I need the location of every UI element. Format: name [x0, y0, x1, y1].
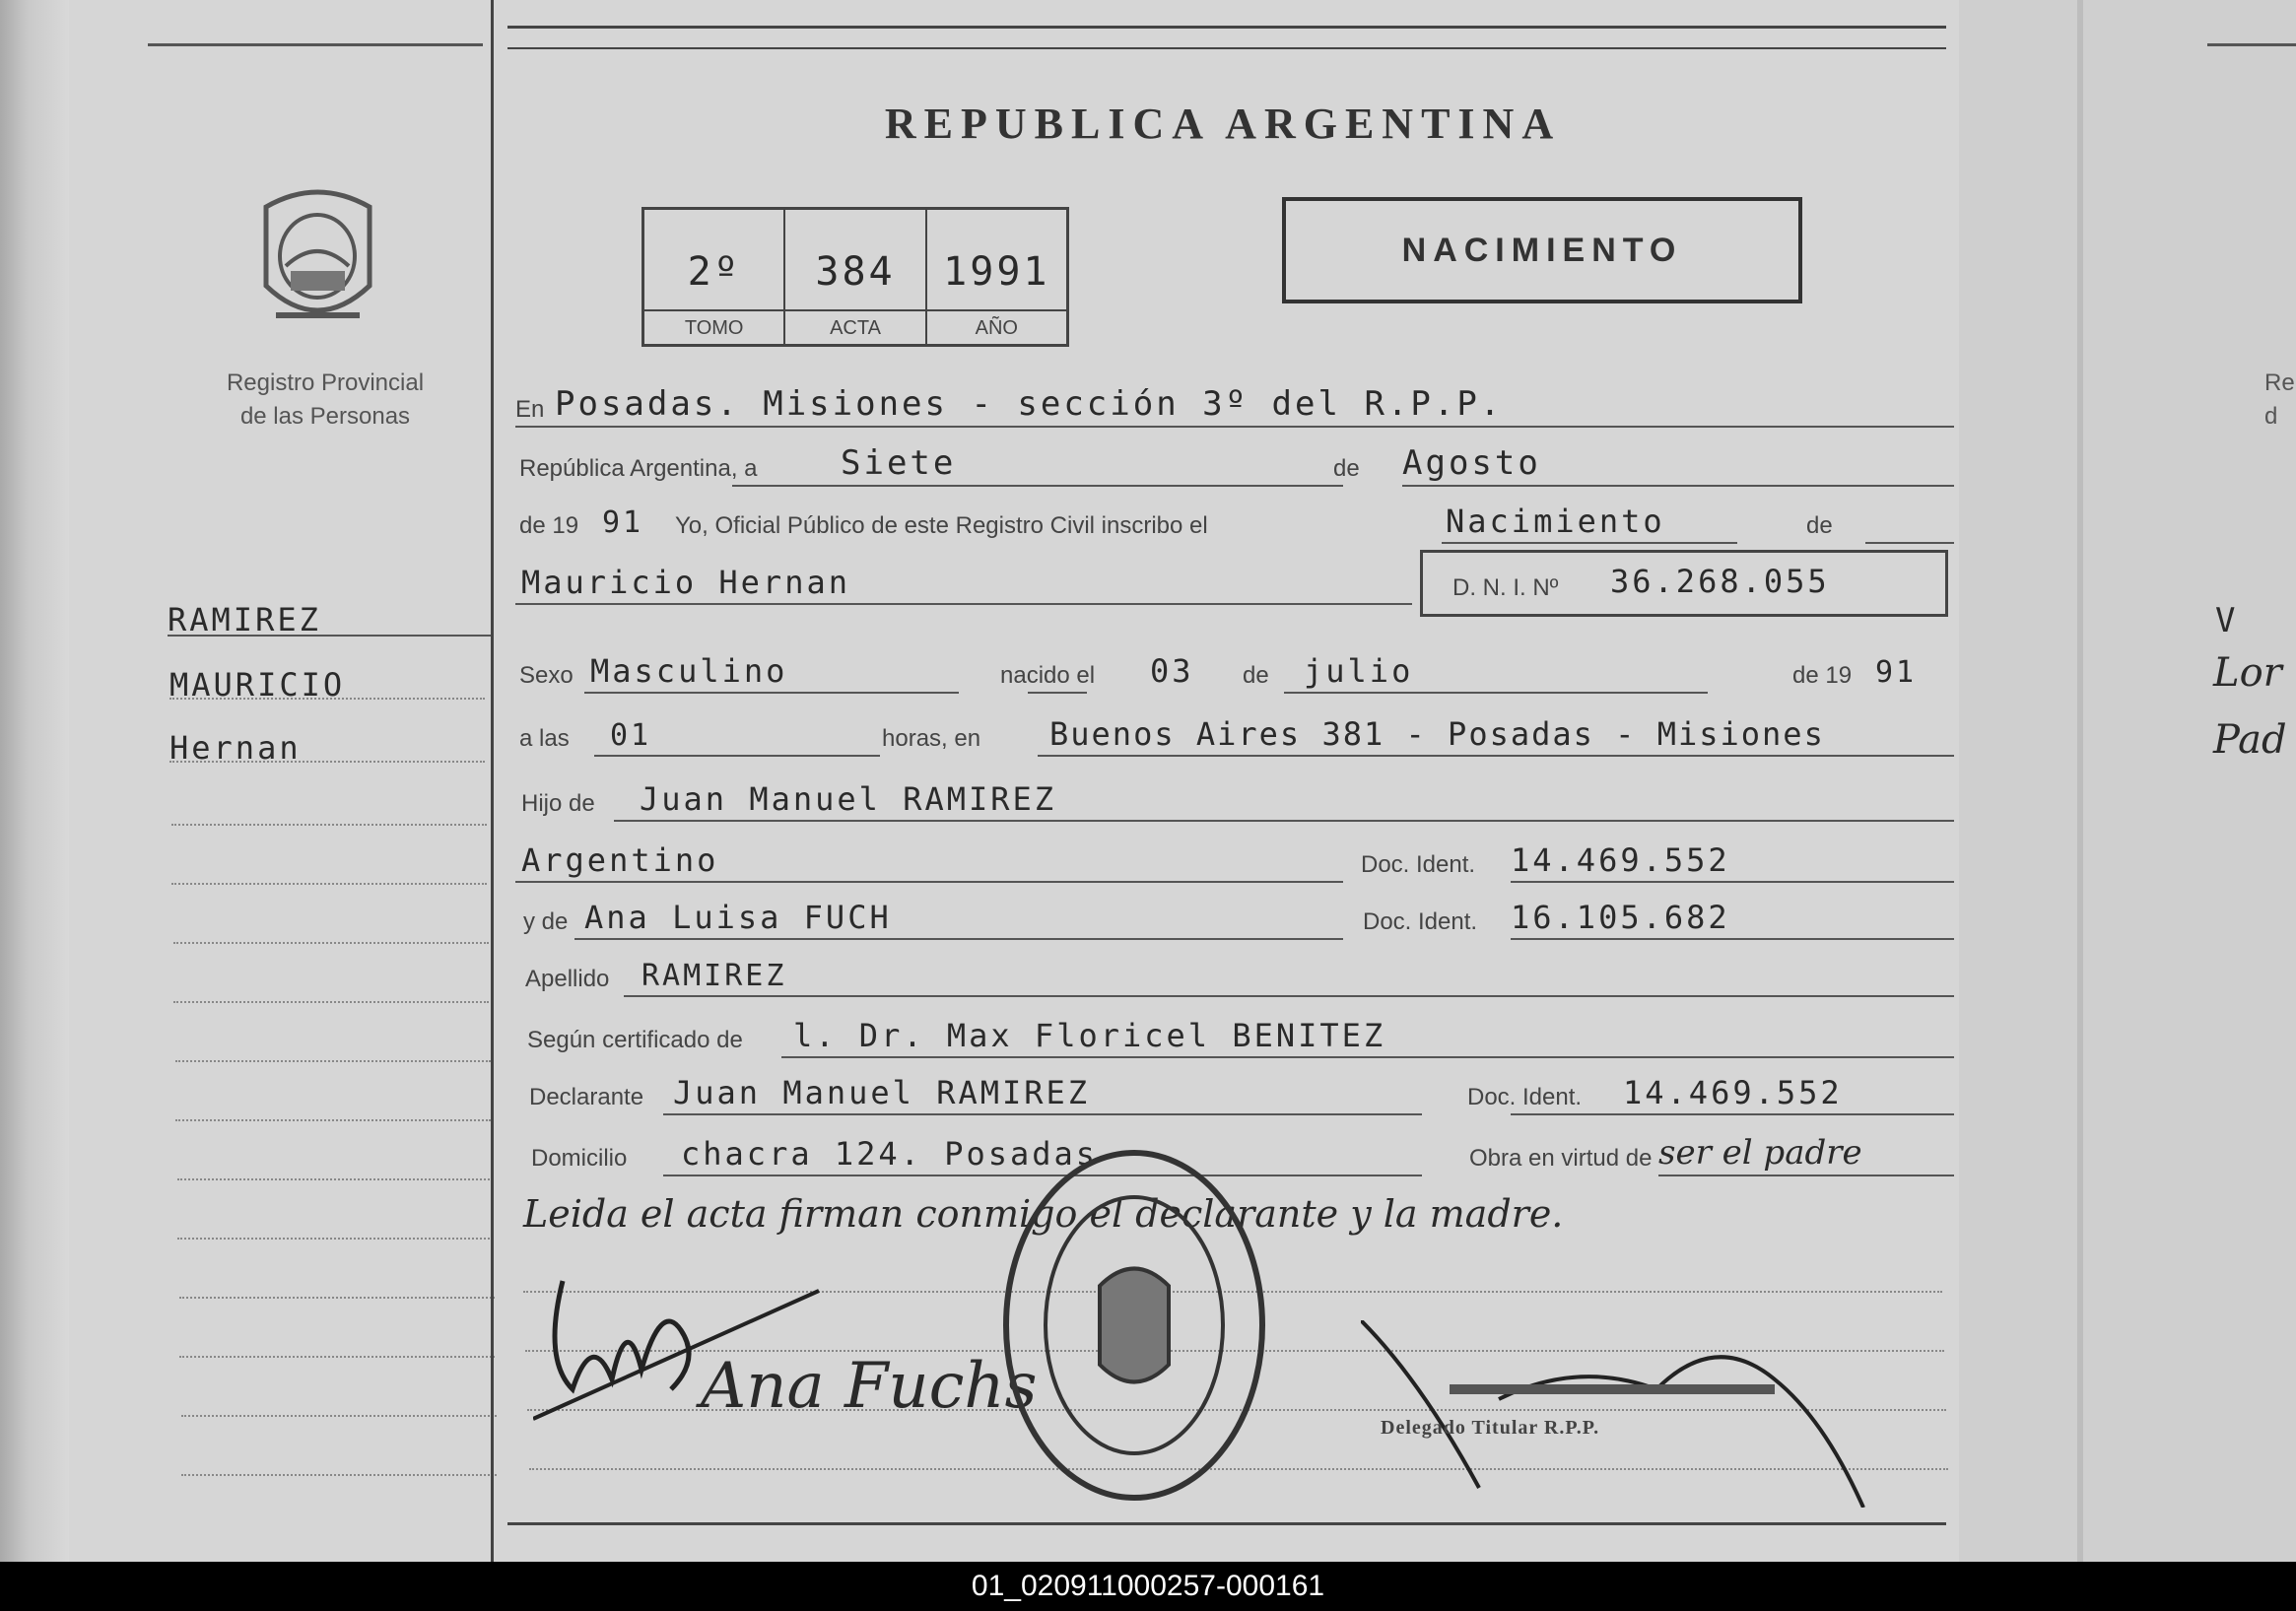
year-suffix: 91 [602, 505, 644, 540]
stub-dotted-line [181, 1474, 497, 1476]
right-facing-page [1959, 0, 2296, 1562]
stub-dotted-line [173, 942, 489, 944]
stub-dotted-line [173, 1001, 489, 1003]
row-rule [624, 995, 1954, 997]
republica-label: República Argentina, a [519, 455, 758, 482]
country-title: REPUBLICA ARGENTINA [884, 100, 1562, 148]
doctor-value: l. Dr. Max Floricel BENITEZ [793, 1017, 1386, 1054]
event-value: Nacimiento [1446, 503, 1665, 540]
stub-registry-line1: Registro Provincial [226, 369, 425, 396]
row-rule [515, 603, 1412, 605]
row-rule [781, 1056, 1954, 1058]
tomo-value: 2º [687, 249, 741, 295]
declarant-row [515, 1072, 1954, 1121]
hijo-label: Hijo de [521, 790, 595, 817]
de-label-3: de [1243, 662, 1269, 689]
row-rule [1511, 1113, 1954, 1115]
mother-doc-label: Doc. Ident. [1363, 908, 1478, 935]
father-doc-value: 14.469.552 [1511, 841, 1730, 879]
acta-cell [785, 210, 926, 344]
right-name-fragment-1: V [2215, 601, 2239, 640]
month-value: Agosto [1402, 443, 1541, 483]
row-rule [732, 485, 1343, 487]
form-top-rule-thin [507, 47, 1946, 49]
stub-dotted-line [171, 824, 487, 826]
birth-year-suffix: 91 [1875, 655, 1918, 690]
stub-dotted-line [169, 698, 485, 700]
hour-value: 01 [610, 718, 652, 753]
right-name-fragment-3: Pad [2213, 717, 2287, 763]
stub-top-rule [148, 43, 483, 46]
delegate-signature [1361, 1320, 1873, 1508]
yde-label: y de [523, 908, 569, 935]
father-doc-row [515, 839, 1954, 889]
row-rule [663, 1113, 1422, 1115]
domicilio-value: chacra 124. Posadas [681, 1135, 1099, 1173]
stub-dotted-line [179, 1356, 495, 1358]
de-label: de [1333, 455, 1360, 482]
row-rule [1402, 485, 1954, 487]
segun-label: Según certificado de [527, 1027, 743, 1053]
dni-label: D. N. I. Nº [1452, 574, 1559, 601]
father-doc-label: Doc. Ident. [1361, 851, 1476, 878]
stub-dotted-line [169, 761, 485, 763]
de-label-2: de [1806, 512, 1833, 539]
declarante-label: Declarante [529, 1084, 644, 1110]
stub-registry-label [177, 367, 473, 434]
obra-label: Obra en virtud de [1469, 1145, 1653, 1172]
right-registry-fragment [2264, 367, 2295, 434]
nacido-label: nacido el [1000, 662, 1096, 689]
row-rule [1511, 938, 1954, 940]
birth-place-value: Buenos Aires 381 - Posadas - Misiones [1049, 715, 1825, 753]
place-row [515, 384, 1954, 434]
sexo-label: Sexo [519, 662, 574, 689]
declarante-value: Juan Manuel RAMIREZ [673, 1074, 1091, 1111]
row-rule [515, 881, 1343, 883]
birth-time-row [515, 713, 1954, 763]
alas-label: a las [519, 725, 570, 752]
mother-doc-value: 16.105.682 [1511, 899, 1730, 936]
record-type-box: NACIMIENTO [1282, 197, 1802, 303]
declarante-doc-value: 14.469.552 [1623, 1074, 1843, 1111]
right-name-fragment-2: Lor [2213, 650, 2282, 696]
anio-label: AÑO [927, 309, 1066, 340]
stub-registry-line2: de las Personas [239, 403, 411, 430]
apellido-value: RAMIREZ [642, 959, 787, 993]
page-edge [2077, 0, 2083, 1562]
official-seal [996, 1143, 1272, 1508]
stub-dotted-line [175, 1119, 491, 1121]
stub-dotted-line [177, 1178, 493, 1180]
mother-signature: Ana Fuchs [701, 1350, 1038, 1423]
row-rule [1038, 755, 1954, 757]
acta-value: 384 [815, 249, 896, 295]
place-value: Posadas. Misiones - sección 3º del R.P.P. [555, 384, 1504, 424]
date-row [515, 443, 1954, 493]
anio-value: 1991 [943, 249, 1050, 295]
mother-row [515, 897, 1954, 946]
sex-row [515, 650, 1954, 700]
row-rule [1028, 692, 1087, 694]
row-rule [1511, 881, 1954, 883]
obra-value: ser el padre [1658, 1133, 1862, 1173]
right-top-rule [2207, 43, 2296, 46]
en-label: En [515, 396, 545, 423]
stub-dotted-line [177, 1238, 493, 1240]
day-value: Siete [841, 443, 957, 483]
stub-dotted-line [181, 1415, 497, 1417]
tomo-label: TOMO [644, 309, 783, 340]
row-rule [594, 755, 880, 757]
form-top-rule [507, 26, 1946, 29]
officer-row [515, 501, 1954, 550]
record-reference-box [642, 207, 1069, 347]
apellido-label: Apellido [525, 966, 610, 992]
image-code-footer: 01_020911000257-000161 [0, 1562, 2296, 1611]
mother-name: Ana Luisa FUCH [584, 899, 892, 936]
observation-text: Leida el acta firman conmigo el declarante y la madre. [523, 1192, 1564, 1236]
acta-label: ACTA [785, 309, 924, 340]
sexo-value: Masculino [590, 652, 788, 690]
de19-label-2: de 19 [1792, 662, 1853, 689]
stub-first-name: MAURICIO [169, 666, 346, 704]
row-rule [1865, 542, 1954, 544]
birth-certificate-form [491, 0, 1965, 1562]
dni-box [1420, 550, 1948, 617]
right-registry-line2: d [2264, 403, 2278, 430]
de19-label: de 19 [519, 512, 579, 539]
dni-value: 36.268.055 [1610, 563, 1830, 600]
stub-dotted-line [175, 1060, 491, 1062]
father-row [515, 778, 1954, 828]
officer-text: Yo, Oficial Público de este Registro Civil inscribo el [675, 512, 1208, 539]
stub-dotted-line [171, 883, 487, 885]
stub-surname: RAMIREZ [168, 601, 321, 638]
row-rule [584, 692, 959, 694]
delegate-title: Delegado Titular R.P.P. [1381, 1417, 1600, 1439]
right-registry-line1: Re [2264, 369, 2295, 396]
row-rule [614, 820, 1954, 822]
surname-row [515, 954, 1954, 1003]
anio-cell [927, 210, 1066, 344]
left-stub [148, 0, 491, 1562]
row-rule [1658, 1175, 1954, 1176]
row-rule [574, 938, 1343, 940]
row-rule [1442, 542, 1737, 544]
doctor-row [515, 1015, 1954, 1064]
stub-middle-name: Hernan [169, 729, 302, 767]
father-name: Juan Manuel RAMIREZ [640, 780, 1057, 818]
book-binding [0, 0, 69, 1562]
tomo-cell [644, 210, 785, 344]
birth-day-value: 03 [1150, 652, 1194, 690]
domicilio-label: Domicilio [531, 1145, 628, 1172]
birth-month-value: julio [1304, 652, 1414, 690]
child-name: Mauricio Hernan [521, 564, 850, 601]
row-rule [1284, 692, 1708, 694]
father-nationality: Argentino [521, 841, 719, 879]
coat-of-arms-icon [246, 177, 389, 335]
horas-label: horas, en [882, 725, 981, 752]
row-rule [515, 426, 1954, 428]
stub-dotted-line [179, 1297, 495, 1299]
declarante-doc-label: Doc. Ident. [1467, 1084, 1583, 1110]
form-bottom-rule [507, 1522, 1946, 1525]
stub-name-rule [168, 635, 493, 637]
